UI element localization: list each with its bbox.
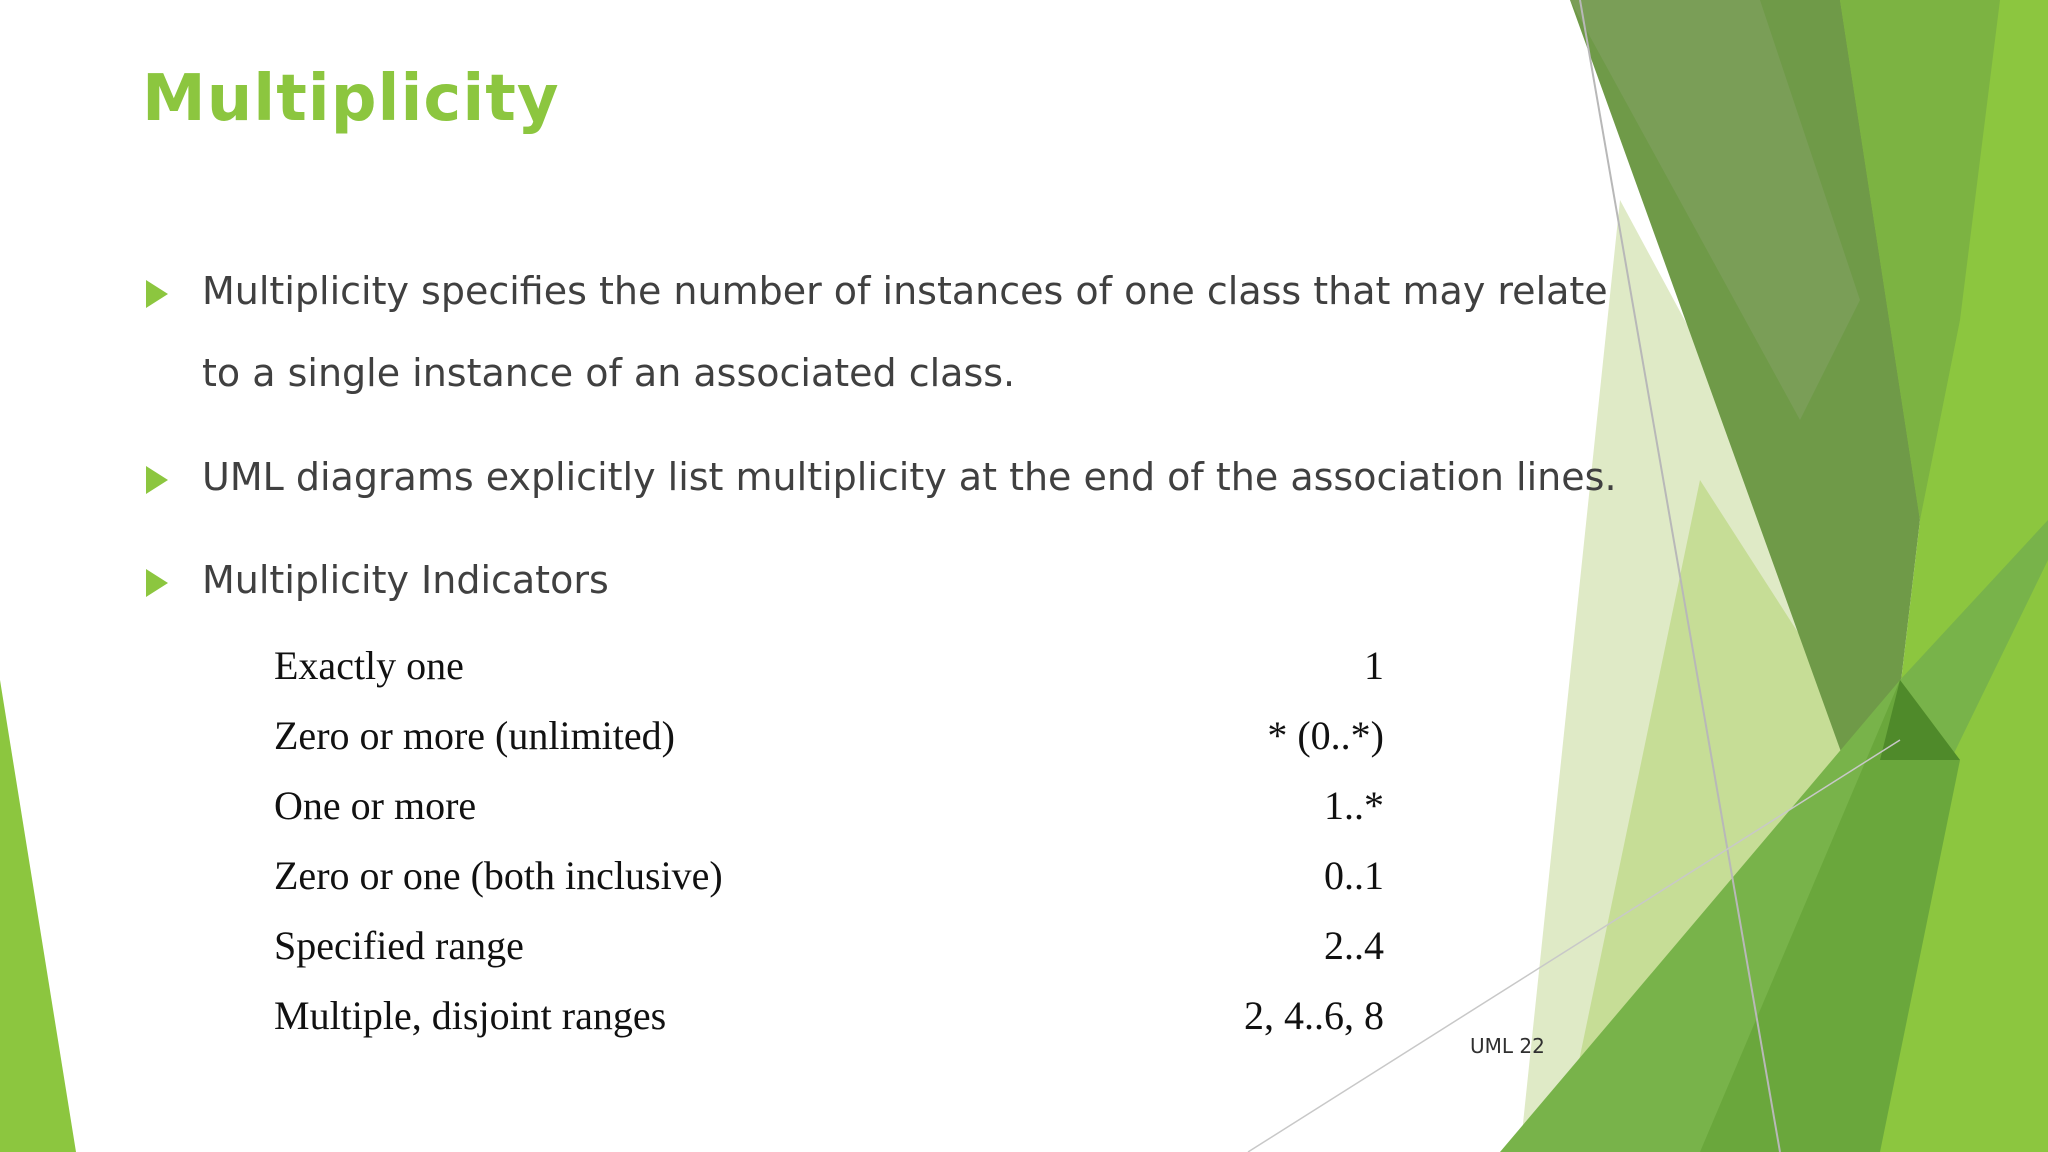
bullet-text: UML diagrams explicitly list multiplicity at the end of the association lines. (202, 455, 1617, 499)
indicator-value: * (0..*) (1267, 712, 1384, 758)
table-row (274, 770, 1384, 840)
bullet-text-line-1: Multiplicity specifies the number of instances of one class that may relate (202, 269, 1608, 313)
indicator-value: 1 (1364, 642, 1384, 688)
table-row (274, 630, 1384, 700)
multiplicity-indicators-table (274, 630, 1384, 1050)
table-row (274, 840, 1384, 910)
left-green-sliver (0, 680, 76, 1152)
triangle-right-icon (146, 569, 168, 597)
indicator-value: 1..* (1324, 782, 1384, 828)
indicator-label: Specified range (274, 922, 524, 968)
triangle-right-icon (146, 466, 168, 494)
table-row (274, 910, 1384, 980)
indicator-label: One or more (274, 782, 477, 828)
indicator-value: 2, 4..6, 8 (1244, 992, 1384, 1038)
bullet-text: Multiplicity Indicators (202, 558, 609, 602)
indicator-label: Exactly one (274, 642, 464, 688)
indicator-label: Zero or one (both inclusive) (274, 852, 723, 898)
indicator-value: 0..1 (1324, 852, 1384, 898)
triangle-right-icon (146, 280, 168, 308)
slide-footer: UML 22 (1470, 1034, 1545, 1058)
indicator-value: 2..4 (1324, 922, 1384, 968)
bullet-text-line-2: to a single instance of an associated class. (202, 351, 1016, 395)
table-row (274, 700, 1384, 770)
indicator-label: Multiple, disjoint ranges (274, 992, 667, 1038)
slide-title: Multiplicity (142, 62, 560, 136)
indicator-label: Zero or more (unlimited) (274, 712, 675, 758)
table-row (274, 980, 1384, 1050)
